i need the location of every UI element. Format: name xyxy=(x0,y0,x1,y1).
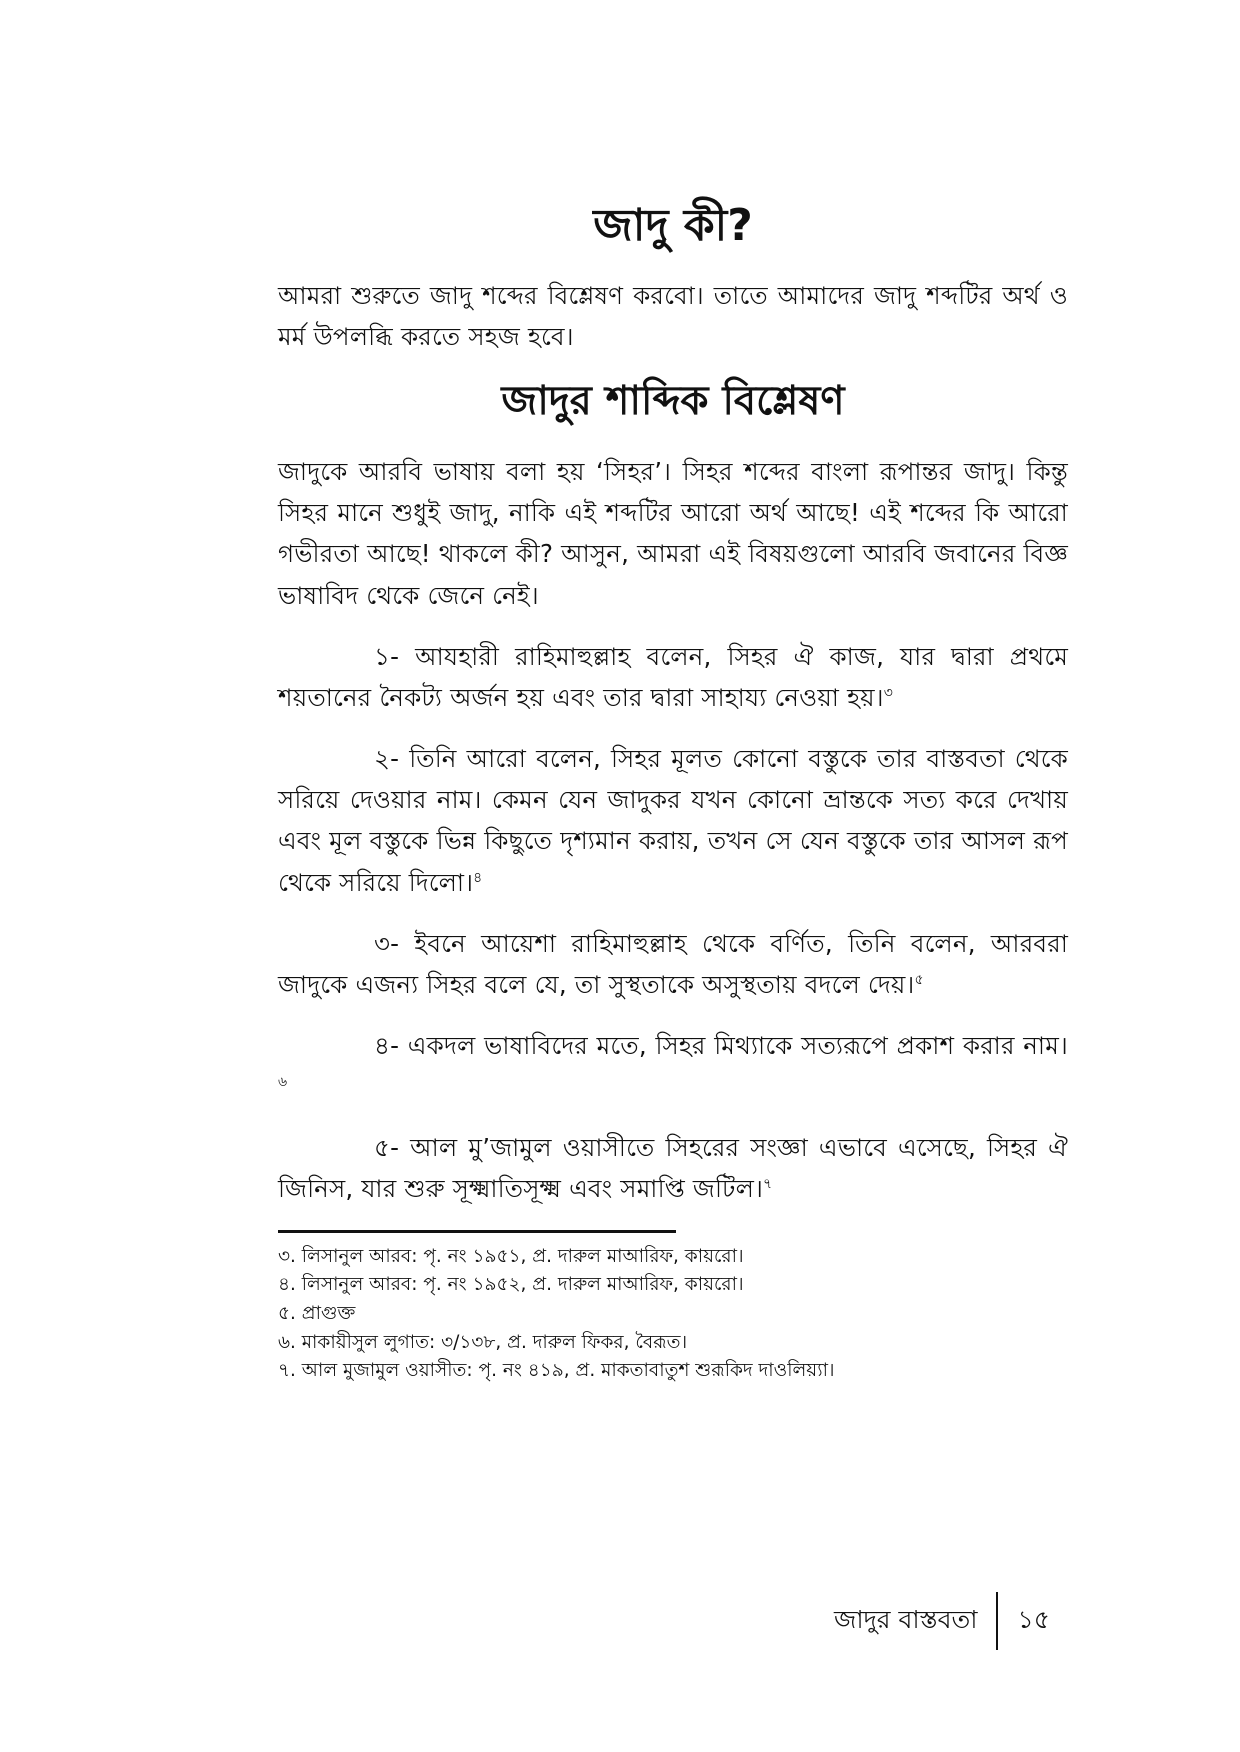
footnote-ref: ৩ xyxy=(883,684,894,701)
footnote-list xyxy=(278,1243,1068,1386)
point-text: ৫- আল মু’জামুল ওয়াসীতে সিহরের সংজ্ঞা এভাবে এসেছে, সিহর ঐ জিনিস, যার শুরু সূক্ষ্মাতিসূক্ষ্ম এবং সমাপ্তি জটিল। xyxy=(278,1133,1068,1204)
footnote-ref: ৫ xyxy=(914,971,924,988)
point-paragraph xyxy=(278,1025,1068,1107)
footnote-ref: ৬ xyxy=(278,1073,288,1090)
point-text: ৩- ইবনে আয়েশা রাহিমাহুল্লাহ থেকে বর্ণিত, তিনি বলেন, আরবরা জাদুকে এজন্য সিহর বলে যে, তা সুস্থতাকে অসুস্থতায় বদলে দেয়। xyxy=(278,928,1068,999)
footnote-item: ৬. মাকায়ীসুল লুগাত: ৩/১৩৮, প্র. দারুল ফিকর, বৈরূত। xyxy=(278,1331,688,1353)
section-heading: জাদুর শাব্দিক বিশ্লেষণ xyxy=(501,378,845,425)
chapter-heading: জাদু কী? xyxy=(593,200,753,251)
footnote-divider xyxy=(278,1230,676,1233)
footnote-item: ৫. প্রাগুক্ত xyxy=(278,1302,356,1324)
footnote-item: ৩. লিসানুল আরব: পৃ. নং ১৯৫১, প্র. দারুল মাআরিফ, কায়রো। xyxy=(278,1245,744,1267)
footnote-item: ৪. লিসানুল আরব: পৃ. নং ১৯৫২, প্র. দারুল মাআরিফ, কায়রো। xyxy=(278,1274,744,1296)
point-paragraph xyxy=(278,636,1068,718)
page-footer xyxy=(834,1592,1050,1650)
point-text: ২- তিনি আরো বলেন, সিহর মূলত কোনো বস্তুকে তার বাস্তবতা থেকে সরিয়ে দেওয়ার নাম। কেমন যেন জাদুকর যখন কোনো ভ্রান্তকে সত্য করে দেখায় এবং মূল বস্তুকে ভিন্ন কিছুতে দৃশ্যমান করায়, তখন সে যেন বস্তুকে তার আসল রূপ থেকে সরিয়ে দিলো। xyxy=(278,744,1068,897)
main-paragraph: জাদুকে আরবি ভাষায় বলা হয় ‘সিহর’। সিহর শব্দের বাংলা রূপান্তর জাদু। কিন্তু সিহর মানে শুধুই জাদু, নাকি এই শব্দটির আরো অর্থ আছে! এই শব্দের কি আরো গভীরতা আছে! থাকলে কী? আসুন, আমরা এই বিষয়গুলো আরবি জবানের বিজ্ঞ ভাষাবিদ থেকে জেনে নেই। xyxy=(278,457,1068,610)
page-content xyxy=(278,200,1068,1386)
footnote-ref: ৪ xyxy=(473,869,483,886)
point-text: ১- আযহারী রাহিমাহুল্লাহ বলেন, সিহর ঐ কাজ, যার দ্বারা প্রথমে শয়তানের নৈকট্য অর্জন হয় এবং তার দ্বারা সাহায্য নেওয়া হয়। xyxy=(278,641,1068,712)
running-title: জাদুর বাস্তবতা xyxy=(834,1604,978,1634)
point-paragraph xyxy=(278,738,1068,903)
page-number: ১৫ xyxy=(1017,1604,1050,1634)
point-paragraph xyxy=(278,1127,1068,1209)
footnote-item: ৭. আল মুজামুল ওয়াসীত: পৃ. নং ৪১৯, প্র. মাকতাবাতুশ শুরূকিদ দাওলিয়্যা। xyxy=(278,1360,835,1382)
point-text: ৪- একদল ভাষাবিদের মতে, সিহর মিথ্যাকে সত্যরূপে প্রকাশ করার নাম। xyxy=(374,1030,1068,1060)
footnote-ref: ৭ xyxy=(763,1176,773,1193)
point-paragraph xyxy=(278,923,1068,1005)
intro-paragraph: আমরা শুরুতে জাদু শব্দের বিশ্লেষণ করবো। তাতে আমাদের জাদু শব্দটির অর্থ ও মর্ম উপলব্ধি করতে সহজ হবে। xyxy=(278,280,1068,351)
